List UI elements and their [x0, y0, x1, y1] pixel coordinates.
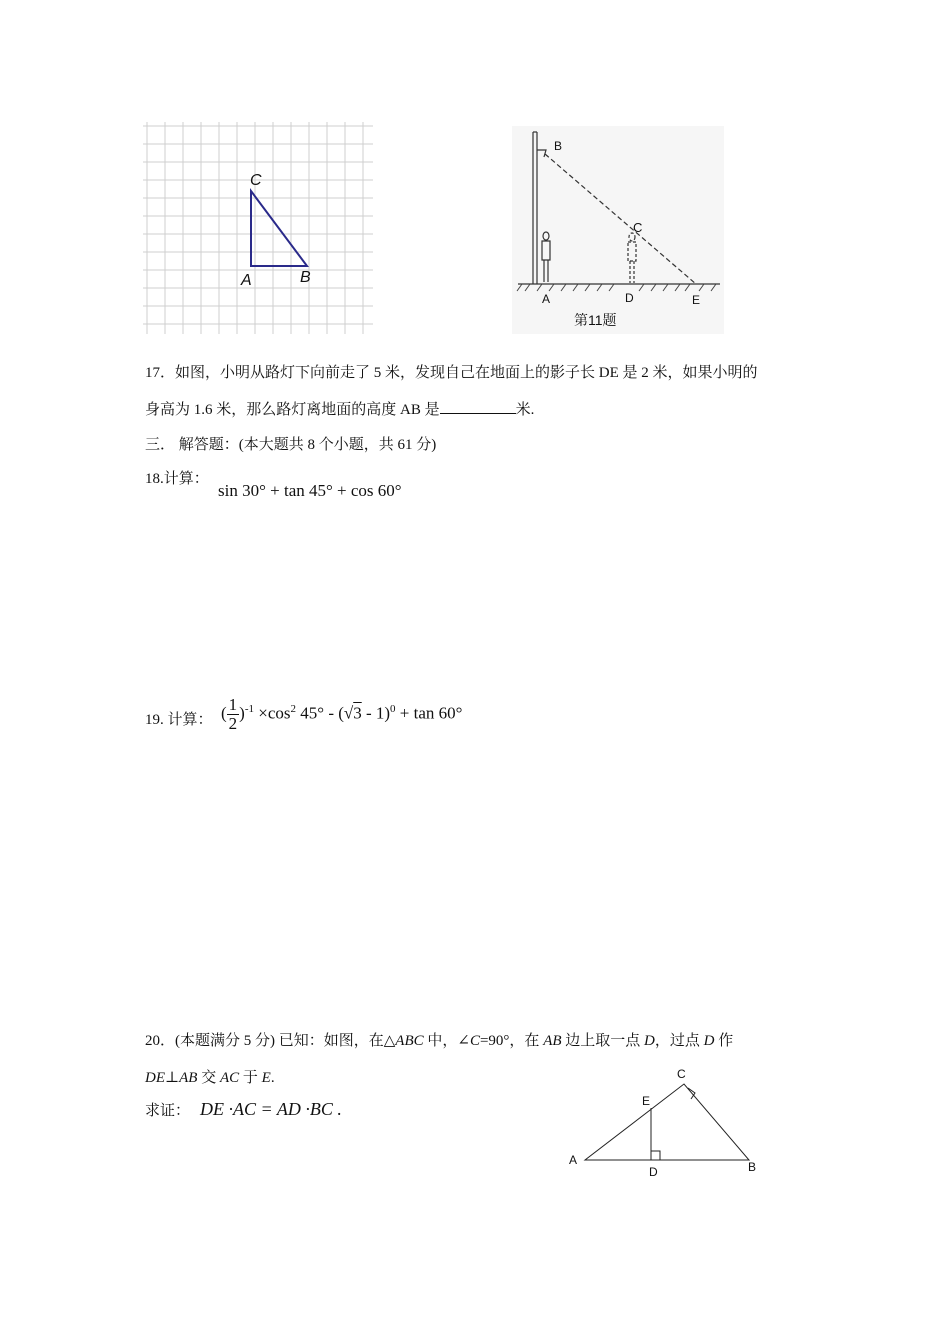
prove-prefix: 求证： — [145, 1103, 191, 1119]
label-c3: C — [677, 1067, 686, 1081]
q17-text-3: 米. — [515, 402, 535, 418]
label-c: C — [250, 172, 262, 189]
q18-prefix-text: 18.计算： — [145, 471, 209, 487]
figure-caption: 第11题 — [574, 312, 617, 328]
q20-line2: DE⊥AB 交 AC 于 E. — [145, 1070, 275, 1086]
label-a: A — [241, 272, 252, 289]
label-a3: A — [569, 1153, 578, 1167]
q17-line2 — [145, 398, 534, 419]
grid-triangle-figure — [143, 122, 375, 336]
q17-line1 — [145, 361, 758, 382]
q17-text-1: 17．如图，小明从路灯下向前走了 5 米，发现自己在地面上的影子长 DE 是 2 米，如果小明的 — [145, 365, 758, 381]
label-b: B — [300, 269, 311, 286]
triangle-abc — [251, 191, 307, 266]
label-e3: E — [642, 1094, 651, 1108]
label-d2: D — [625, 291, 634, 305]
label-a2: A — [542, 292, 551, 306]
q18-prefix — [145, 467, 209, 488]
q17-text-2: 身高为 1.6 米，那么路灯离地面的高度 AB 是 — [145, 402, 440, 418]
q18-expr-text: sin 30° + tan 45° + cos 60° — [218, 481, 402, 500]
label-d3: D — [649, 1165, 658, 1179]
fraction — [227, 696, 240, 733]
q19-expression: ( $\frac{1}{2}$ )$^{-1} \times\cos^2$ 45° - (√3 - 1)$^0$ + tan 60° — [221, 695, 463, 733]
label-e2: E — [692, 293, 701, 307]
triangle-de-figure — [562, 1062, 766, 1186]
label-c2: C — [633, 220, 643, 235]
label-b3: B — [748, 1160, 757, 1174]
answer-blank — [440, 399, 516, 414]
streetlight-figure — [512, 126, 724, 334]
q20-line1: 20．(本题满分 5 分) 已知：如图，在△ABC 中，∠C=90°，在 AB 边上取一点 D，过点 D 作 — [145, 1033, 734, 1049]
section-heading — [145, 433, 436, 454]
q20-prove — [145, 1099, 342, 1120]
q18-expression — [218, 481, 402, 501]
q19-prefix-text: 19. 计算： — [145, 712, 213, 728]
label-b2: B — [554, 139, 563, 153]
fraction-numerator: 1 — [228, 695, 238, 714]
fraction-denominator: 2 — [228, 714, 238, 733]
section-heading-text: 三． 解答题：(本大题共 8 个小题，共 61 分) — [145, 437, 437, 453]
q19-prefix — [145, 708, 213, 729]
prove-expression: DE ·AC = AD ·BC . — [200, 1099, 342, 1119]
